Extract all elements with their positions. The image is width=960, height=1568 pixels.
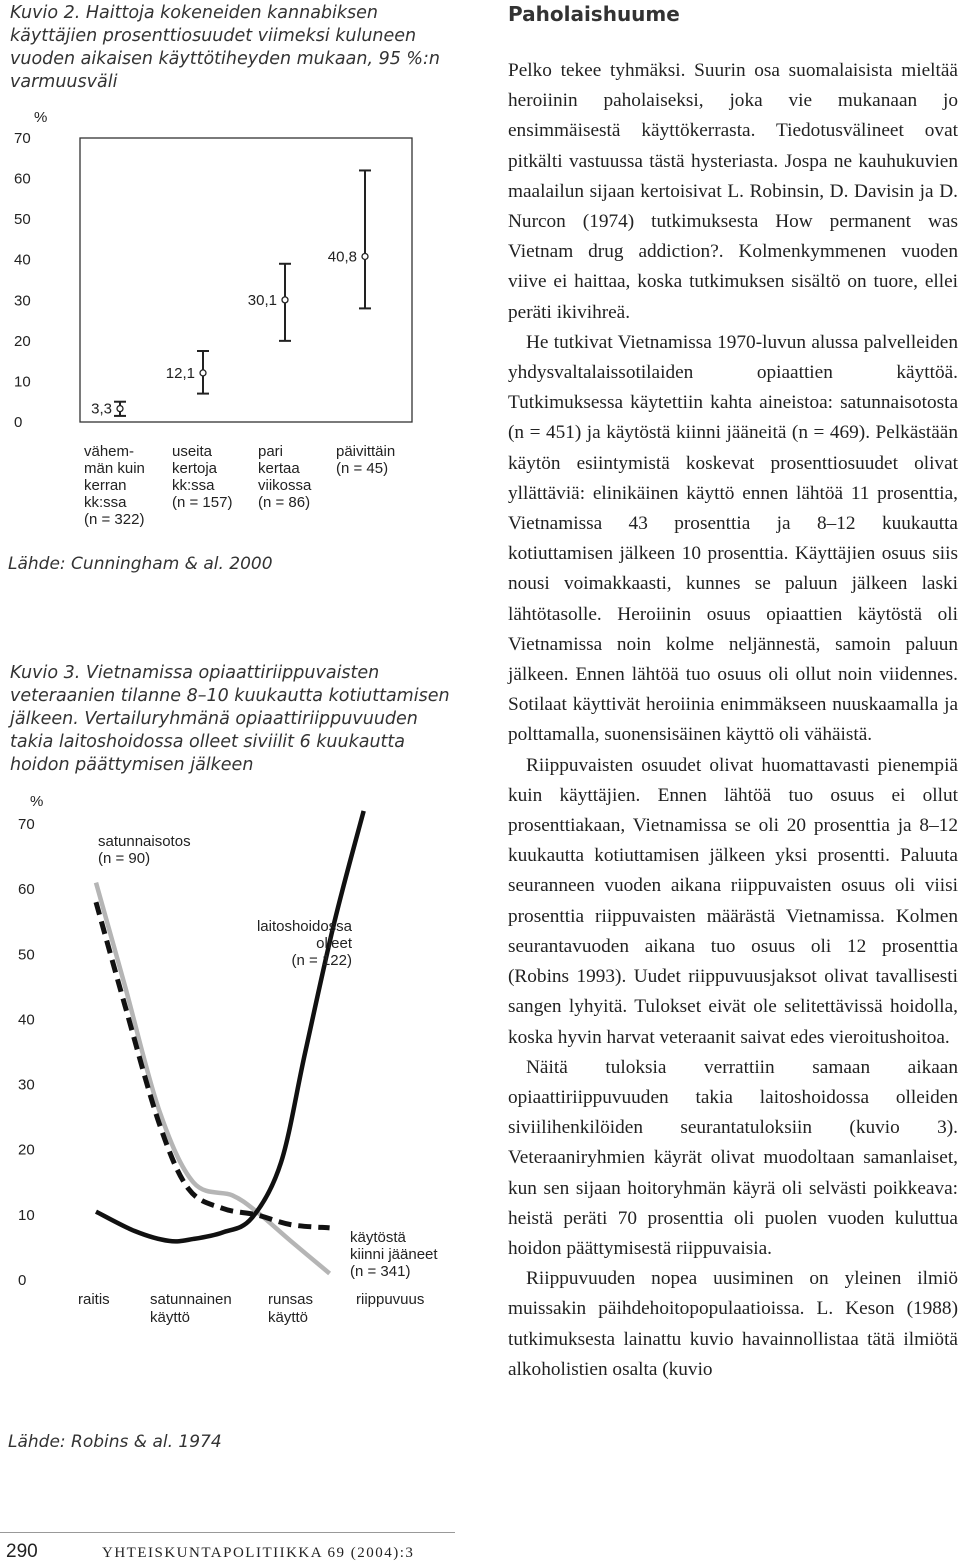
- series-label: satunnaisotos: [98, 833, 191, 850]
- category-label: kk:ssa: [172, 477, 215, 494]
- category-label: vähem-: [84, 443, 135, 460]
- figure2-source: Lähde: Cunningham & al. 2000: [8, 554, 273, 574]
- y-tick-label: 0: [18, 1272, 27, 1289]
- series-label: (n = 341): [350, 1263, 411, 1280]
- category-label: (n = 45): [336, 460, 389, 477]
- data-point: [362, 253, 368, 259]
- category-label: päivittäin: [336, 443, 396, 460]
- data-label: 12,1: [165, 364, 195, 382]
- series-label: kiinni jääneet: [350, 1246, 438, 1263]
- category-label: viikossa: [258, 477, 312, 494]
- series-label: käytöstä: [350, 1229, 406, 1246]
- y-axis-unit: %: [34, 109, 48, 126]
- y-tick-label: 20: [18, 1141, 35, 1159]
- y-tick-label: 40: [18, 1011, 35, 1029]
- y-tick-label: 60: [14, 170, 31, 188]
- category-label: (n = 157): [172, 494, 233, 511]
- y-axis-unit: %: [30, 793, 44, 810]
- category-label: riippuvuus: [356, 1291, 425, 1308]
- category-label: käyttö: [150, 1309, 191, 1326]
- figure3-source: Lähde: Robins & al. 1974: [8, 1432, 222, 1452]
- article-heading: Paholaishuume: [508, 2, 680, 26]
- category-label: pari: [258, 443, 284, 460]
- data-point: [200, 370, 206, 376]
- category-label: kerran: [84, 477, 127, 494]
- chart-vietnam-veterans: [0, 780, 470, 1420]
- article-paragraph: Riippuvaisten osuudet olivat huomattavasti pienempiä kuin käyttäjien. Ennen lähtöä tuo osuus ei ollut prosenttiakaan, Vietnamissa se oli 20 prosenttia ja 8–12 kuukautta kotiuttamisen jälkeen yksi prosentti. Paluuta seuranneen vuoden aikana riippuvaisten osuus oli viisi prosenttia riippuvaisten määrästä Vietnamissa. Kolmen seurantavuoden aikana tuo osuus oli 12 prosenttia (Robins 1993). Uudet riippuvuusjaksot olivat tavallisesti sangen lyhyitä. Tulokset eivät ole selitettävissä hoidolla, koska hyvin harvat veteraanit saivat edes vieroitushoitoa.: [508, 754, 958, 1048]
- y-tick-label: 70: [14, 130, 31, 147]
- category-label: raitis: [78, 1291, 110, 1308]
- data-point: [117, 406, 123, 412]
- y-tick-label: 40: [14, 251, 31, 269]
- y-tick-label: 20: [14, 332, 31, 350]
- journal-name: YHTEISKUNTAPOLITIIKKA 69 (2004):3: [102, 1545, 415, 1561]
- series-label: (n = 122): [291, 952, 352, 969]
- series-line-satunnaisotos: [96, 883, 330, 1274]
- y-tick-label: 50: [14, 211, 31, 229]
- article-paragraph: He tutkivat Vietnamissa 1970-luvun alussa palvelleiden yhdysvaltalaissotilaiden opiaattien käyttöä. Tutkimuksessa käytettiin kahta aineistoa: satunnaisotosta (n = 451) ja käytöstä kiinni jääneitä (n = 469). Pelkästään käytön esiintymistä koskevat prosenttiosuudet olivat yllättäviä: elinikäinen käyttö ennen lähtöä 11 prosenttia, Vietnamissa 43 prosenttia ja 8–12 kuukautta kotiuttamisen jälkeen 10 prosenttia. Käyttäjien osuus siis nousi voimakkaasti, kunnes se paluun jälkeen laski lähtötasolle. Heroiinin osuus opiaattien käytöstä oli Vietnamissa noin kolme neljännestä, samoin paluun jälkeen. Ennen lähtöä tuo osuus oli ollut noin viidennes. Sotilaat käyttivät heroiinia enimmäkseen nuuskaamalla ja polttamalla, suonensisäinen käyttö oli vähäistä.: [508, 331, 958, 746]
- category-label: käyttö: [268, 1309, 309, 1326]
- y-tick-label: 30: [18, 1076, 35, 1094]
- figure2-caption: Kuvio 2. Haittoja kokeneiden kannabiksen käyttäjien prosenttiosuudet viimeksi kuluneen vuoden aikaisen käyttötiheyden mukaan, 95 %:n varmuusväli: [10, 3, 441, 92]
- y-tick-label: 0: [14, 414, 23, 431]
- figure3-caption: Kuvio 3. Vietnamissa opiaattiriippuvaisten veteraanien tilanne 8–10 kuukautta kotiuttamisen jälkeen. Vertailuryhmänä opiaattiriippuvuuden takia laitoshoidossa olleet siviilit 6 kuukautta hoidon päättymisen jälkeen: [10, 663, 450, 775]
- category-label: kertaa: [258, 460, 300, 477]
- footer-rule: [0, 1532, 455, 1533]
- y-tick-label: 60: [18, 881, 35, 899]
- y-tick-label: 50: [18, 946, 35, 964]
- y-tick-label: 30: [14, 292, 31, 310]
- series-label: olleet: [316, 935, 352, 952]
- article-body: [508, 56, 958, 1385]
- article-paragraph: Näitä tuloksia verrattiin samaan aikaan opiaattiriippuvuuden takia laitoshoidossa olleiden siviilihenkilöiden seurantatuloksiin (kuvio 3). Veteraaniryhmien käyrät olivat muodoltaan samanlaiset, kun sen sijaan hoitoryhmän käyrä oli selvästi poikkeava: heistä peräti 70 prosenttia oli puolen vuoden kuluttua hoidon päättymisestä riippuvaisia.: [508, 1056, 958, 1259]
- category-label: (n = 322): [84, 511, 145, 528]
- series-label: (n = 90): [98, 850, 151, 867]
- data-label: 3,3: [91, 400, 112, 418]
- category-label: runsas: [268, 1291, 314, 1308]
- y-tick-label: 10: [14, 373, 31, 391]
- series-label: laitoshoidossa: [256, 918, 352, 935]
- chart-cannabis-harms: [0, 100, 460, 540]
- y-tick-label: 70: [18, 816, 35, 833]
- article-paragraph: Pelko tekee tyhmäksi. Suurin osa suomalaisista mieltää heroiinin paholaiseksi, joka vie mukanaan jo ensimmäisestä käyttökerrasta. Tiedotusvälineet ovat pitkälti vastuussa tästä hysteriasta. Jospa ne kauhukuvien maalailun sijaan kertoisivat L. Robinsin, D. Davisin ja D. Nurcon (1974) tutkimuksesta How permanent was Vietnam drug addiction?. Kolmenkymmenen vuoden viive ei haittaa, koska tutkimuksen sisältö on tuore, ellei peräti ikivihreä.: [508, 60, 958, 323]
- category-label: satunnainen: [150, 1291, 232, 1308]
- y-tick-label: 10: [18, 1206, 35, 1224]
- plot-frame: [80, 138, 412, 422]
- data-point: [282, 297, 288, 303]
- category-label: kk:ssa: [84, 494, 127, 511]
- data-label: 30,1: [247, 291, 277, 309]
- category-label: useita: [172, 443, 213, 460]
- category-label: män kuin: [84, 460, 145, 477]
- category-label: kertoja: [172, 460, 218, 477]
- page-number: 290: [6, 1541, 38, 1562]
- data-label: 40,8: [327, 248, 357, 266]
- article-paragraph: Riippuvuuden nopea uusiminen on yleinen ilmiö muissakin päihdehoitopopulaatioissa. L. Keson (1988) tutkimuksesta lainattu kuvio havainnollistaa tätä ilmiötä alkoholistien osalta (kuvio: [508, 1268, 958, 1380]
- category-label: (n = 86): [258, 494, 311, 511]
- page-footer: [6, 1541, 415, 1563]
